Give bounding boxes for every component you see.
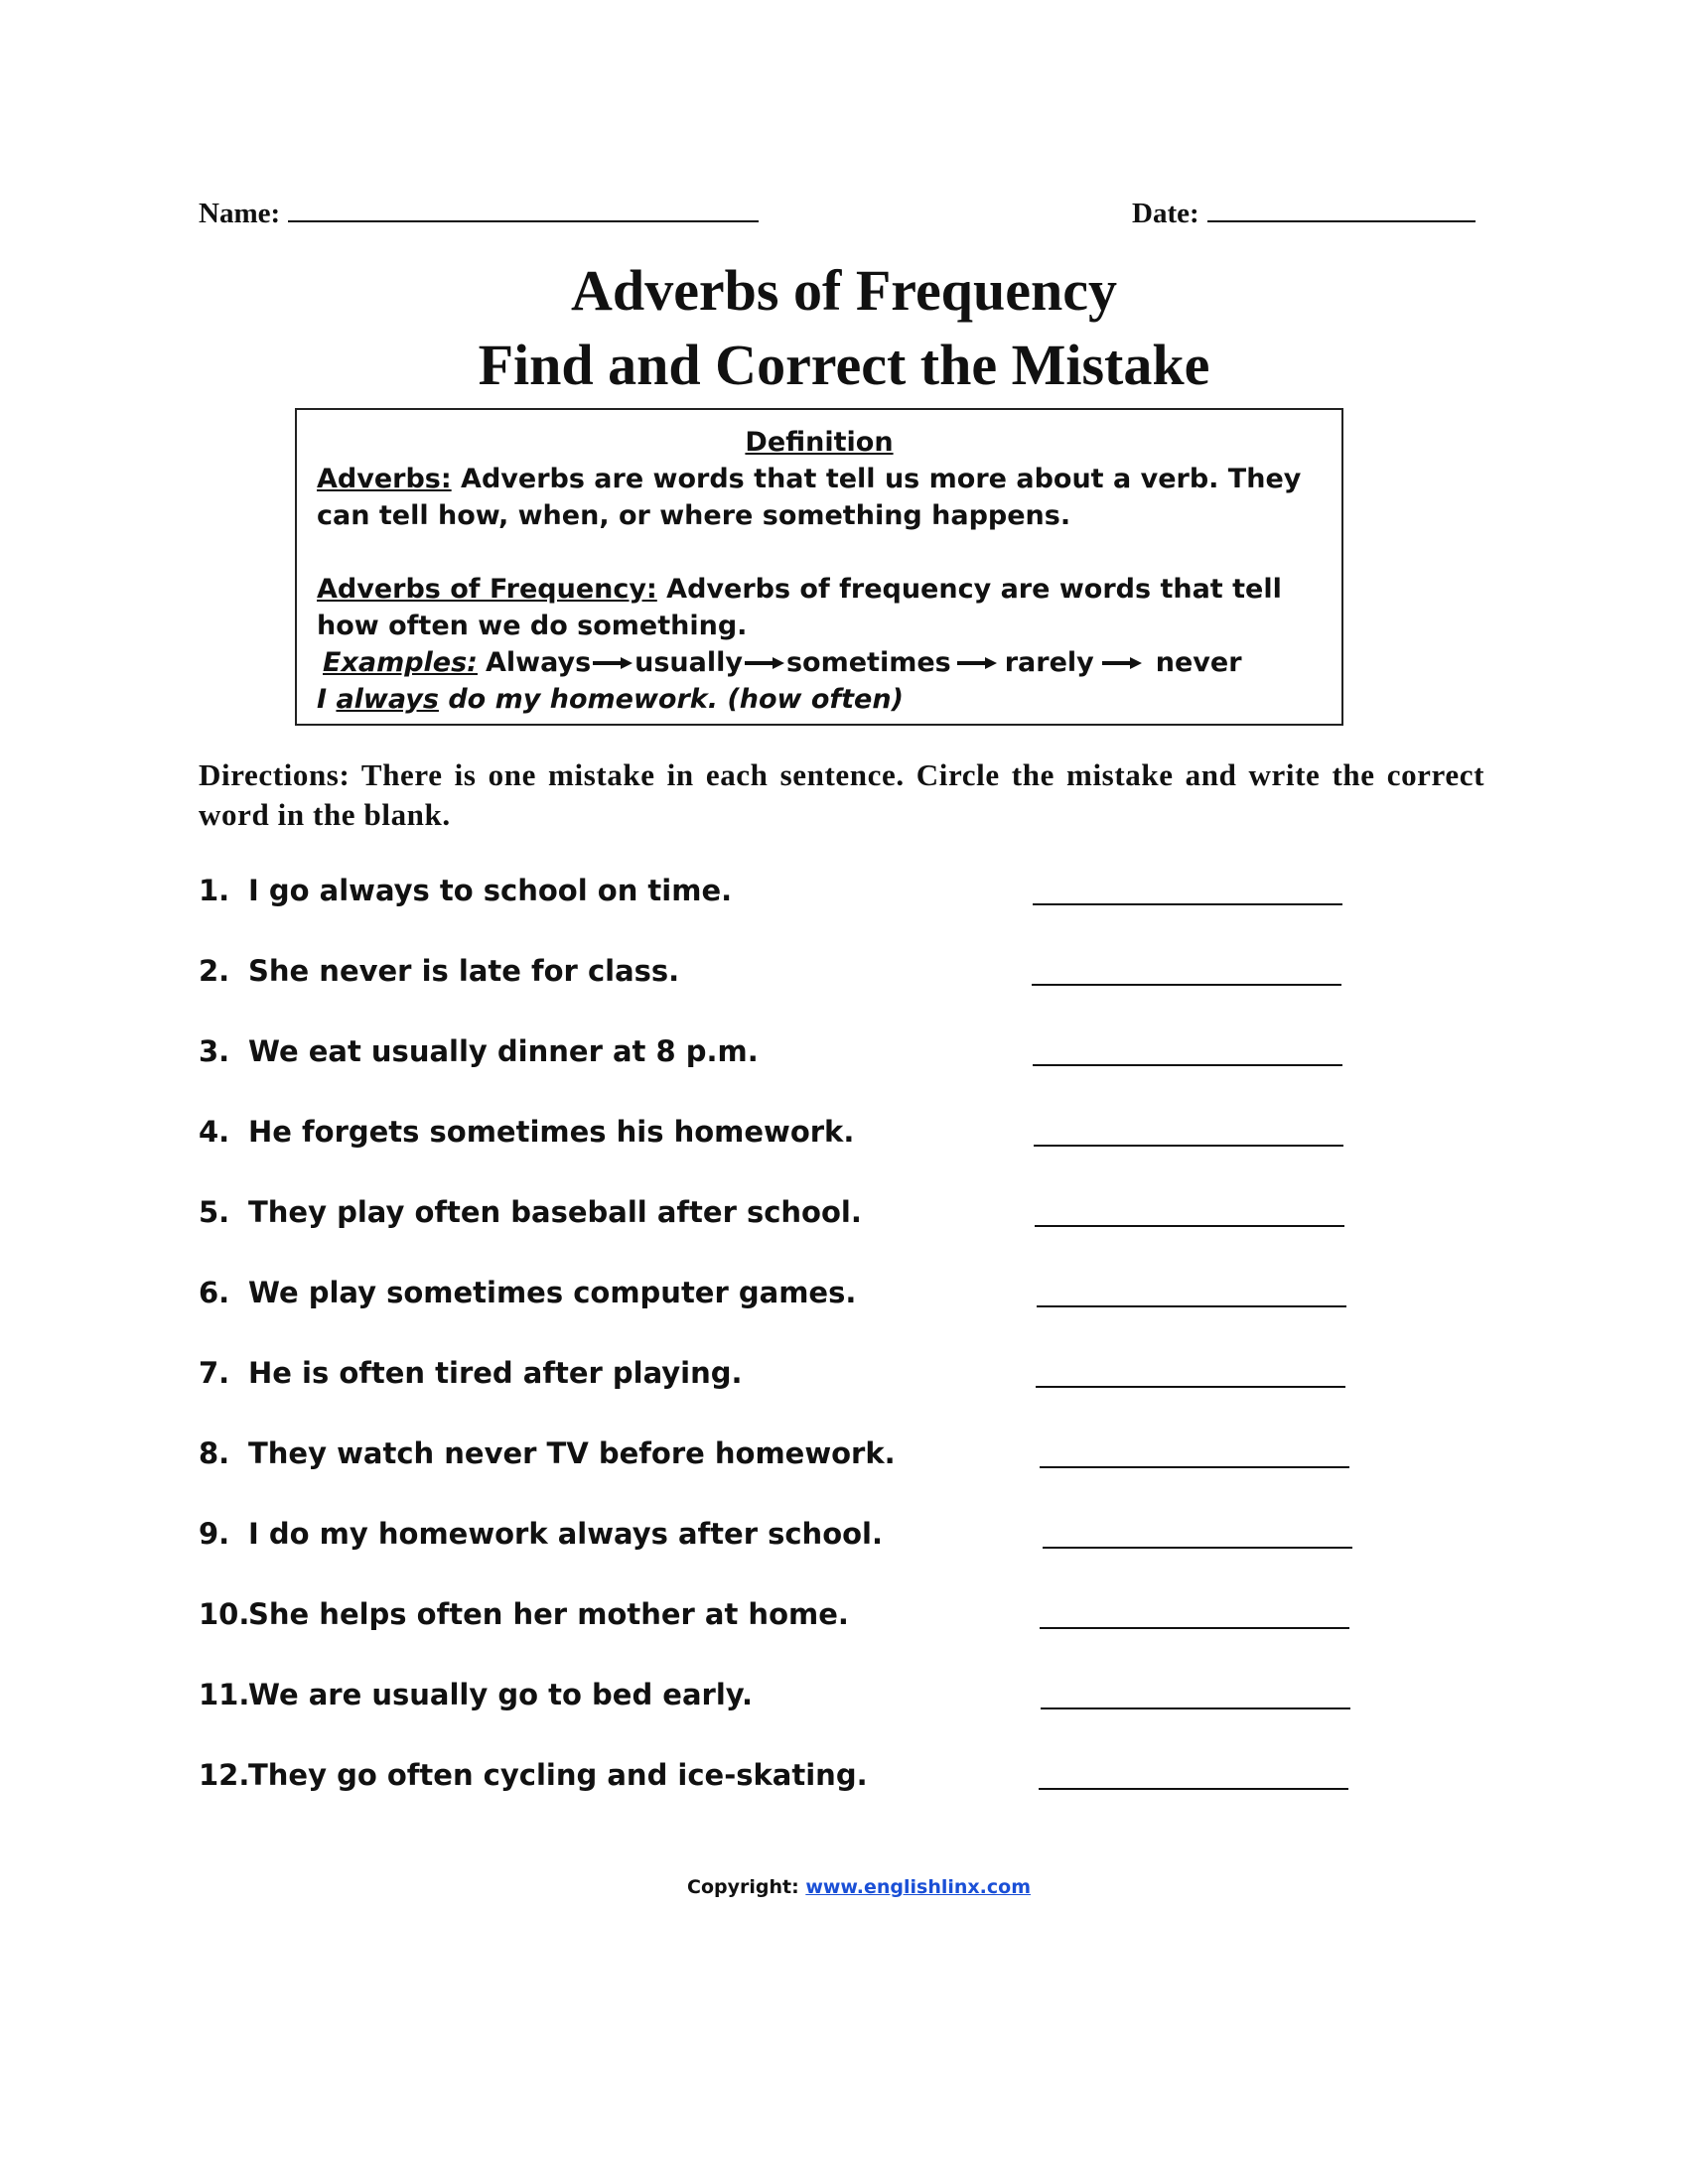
item-sentence: I go always to school on time. (248, 874, 733, 907)
frequency-definition (317, 571, 1322, 644)
answer-blank[interactable] (1040, 1627, 1349, 1629)
scale-word-sometimes: sometimes (785, 647, 951, 678)
item-sentence: They watch never TV before homework. (248, 1436, 896, 1470)
item-number: 5. (199, 1195, 230, 1229)
item-number: 7. (199, 1356, 230, 1390)
name-blank-line[interactable] (288, 197, 759, 222)
list-item (199, 1436, 1489, 1476)
answer-blank[interactable] (1037, 1305, 1346, 1307)
page-subtitle: Find and Correct the Mistake (478, 333, 1210, 397)
item-sentence: They play often baseball after school. (248, 1195, 862, 1229)
list-item (199, 1678, 1489, 1717)
scale-word-rarely: rarely (1004, 647, 1094, 678)
name-field (199, 197, 759, 230)
page-title: Adverbs of Frequency (571, 258, 1117, 323)
list-item (199, 1758, 1489, 1798)
item-sentence: He is often tired after playing. (248, 1356, 743, 1390)
item-number: 6. (199, 1276, 230, 1309)
item-sentence: She never is late for class. (248, 954, 680, 988)
item-number: 8. (199, 1436, 230, 1470)
list-item (199, 1517, 1489, 1557)
frequency-text: Adverbs of frequency are words that tell how often we do something. (317, 574, 1282, 641)
answer-blank[interactable] (1040, 1466, 1349, 1468)
definition-box (295, 408, 1343, 726)
item-number: 1. (199, 874, 230, 907)
item-number: 2. (199, 954, 230, 988)
arrow-right-icon (593, 656, 633, 670)
examples-label: Examples: (323, 647, 478, 678)
item-sentence: We play sometimes computer games. (248, 1276, 857, 1309)
arrow-right-icon (745, 656, 784, 670)
item-number: 11. (199, 1678, 250, 1711)
item-number: 12. (199, 1758, 250, 1792)
item-sentence: They go often cycling and ice-skating. (248, 1758, 868, 1792)
scale-word-usually: usually (634, 647, 743, 678)
list-item (199, 954, 1489, 994)
list-item (199, 874, 1489, 913)
item-number: 9. (199, 1517, 230, 1551)
item-sentence: She helps often her mother at home. (248, 1597, 849, 1631)
answer-blank[interactable] (1033, 903, 1342, 905)
example-adverb: always (336, 684, 439, 715)
adverbs-text: Adverbs are words that tell us more about a verb. They can tell how, when, or where something happens. (317, 464, 1302, 531)
name-label: Name: (199, 198, 281, 229)
answer-blank[interactable] (1041, 1707, 1350, 1709)
answer-blank[interactable] (1039, 1788, 1348, 1790)
item-number: 3. (199, 1034, 230, 1068)
answer-blank[interactable] (1036, 1386, 1345, 1388)
example-prefix: I (317, 684, 337, 715)
item-sentence: He forgets sometimes his homework. (248, 1115, 855, 1149)
copyright-link[interactable]: www.englishlinx.com (805, 1876, 1031, 1898)
example-suffix: do my homework. (how often) (438, 684, 904, 715)
definition-heading: Definition (745, 427, 894, 458)
list-item (199, 1597, 1489, 1637)
directions-text: Directions: There is one mistake in each sentence. Circle the mistake and write the correct word in the blank. (199, 757, 1484, 832)
list-item (199, 1276, 1489, 1315)
copyright-footer (0, 1876, 1688, 1898)
copyright-label: Copyright: (687, 1876, 799, 1898)
list-item (199, 1115, 1489, 1155)
answer-blank[interactable] (1033, 1064, 1342, 1066)
item-sentence: We eat usually dinner at 8 p.m. (248, 1034, 759, 1068)
item-sentence: We are usually go to bed early. (248, 1678, 754, 1711)
date-blank-line[interactable] (1207, 197, 1476, 222)
arrow-right-icon (1102, 656, 1142, 670)
scale-word-never: never (1155, 647, 1242, 678)
adverbs-definition (317, 461, 1322, 534)
answer-blank[interactable] (1043, 1547, 1352, 1549)
answer-blank[interactable] (1032, 984, 1341, 986)
date-field (1132, 197, 1476, 230)
item-sentence: I do my homework always after school. (248, 1517, 883, 1551)
examples-line (317, 644, 1322, 681)
adverbs-term: Adverbs: (317, 464, 452, 494)
item-number: 4. (199, 1115, 230, 1149)
answer-blank[interactable] (1034, 1145, 1343, 1147)
answer-blank[interactable] (1035, 1225, 1344, 1227)
header-row (199, 197, 1479, 236)
date-label: Date: (1132, 198, 1199, 229)
scale-word-always: Always (485, 647, 592, 678)
frequency-term: Adverbs of Frequency: (317, 574, 657, 605)
list-item (199, 1356, 1489, 1396)
arrow-right-icon (957, 656, 997, 670)
item-number: 10. (199, 1597, 250, 1631)
list-item (199, 1195, 1489, 1235)
list-item (199, 1034, 1489, 1074)
example-sentence (317, 681, 1322, 718)
